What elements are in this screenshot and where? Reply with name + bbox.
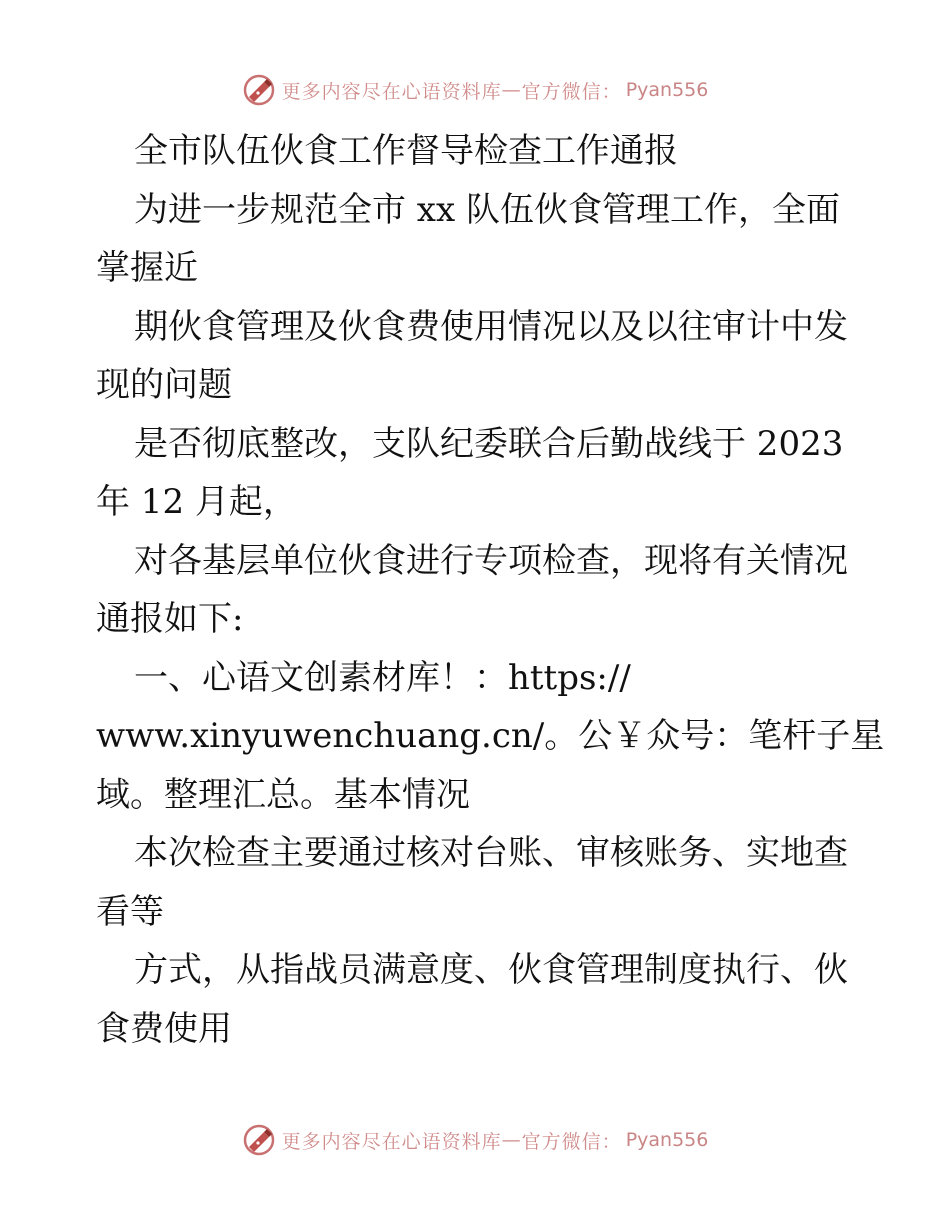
document-title: 全市队伍伙食工作督导检查工作通报	[134, 131, 678, 171]
paragraph-line: 为进一步规范全市 xx 队伍伙食管理工作，全面	[134, 189, 840, 230]
paragraph-line: 年 12 月起，	[96, 482, 297, 522]
paragraph-line: 掌握近	[96, 248, 198, 288]
watermark-official: 官方微信：	[521, 80, 622, 103]
paragraph-line: 现的问题	[96, 365, 232, 405]
paragraph-line: www.xinyuwenchuang.cn/。公￥众号：笔杆子星	[96, 716, 885, 756]
watermark-text: 更多内容尽在心语资料库	[281, 80, 502, 103]
paragraph-line: 是否彻底整改，支队纪委联合后勤战线于 2023	[134, 423, 844, 464]
document-body	[96, 122, 885, 1058]
watermark-dash: —	[501, 1129, 522, 1151]
paragraph-line: 对各基层单位伙食进行专项检查，现将有关情况	[134, 540, 848, 581]
paragraph-line: 期伙食管理及伙食费使用情况以及以往审计中发	[134, 306, 848, 347]
pen-nib-logo-icon	[242, 1123, 276, 1157]
watermark-dash: —	[501, 79, 522, 101]
watermark-footer	[0, 1120, 950, 1160]
paragraph-line: 看等	[96, 891, 164, 932]
paragraph-line: 本次检查主要通过核对台账、审核账务、实地查	[134, 833, 848, 873]
watermark-id: Pyan556	[625, 79, 709, 101]
paragraph-line: 域。整理汇总。基本情况	[96, 774, 470, 815]
watermark-official: 官方微信：	[521, 1130, 622, 1153]
watermark-text: 更多内容尽在心语资料库	[281, 1130, 502, 1153]
paragraph-line: 方式，从指战员满意度、伙食管理制度执行、伙	[134, 950, 848, 990]
pen-nib-logo-icon	[242, 73, 276, 107]
watermark-header	[0, 70, 950, 110]
paragraph-line: 食费使用	[96, 1008, 232, 1049]
section-heading: 一、心语文创素材库！：https://	[134, 657, 631, 698]
paragraph-line: 通报如下:	[96, 599, 244, 639]
watermark-id: Pyan556	[625, 1129, 709, 1151]
